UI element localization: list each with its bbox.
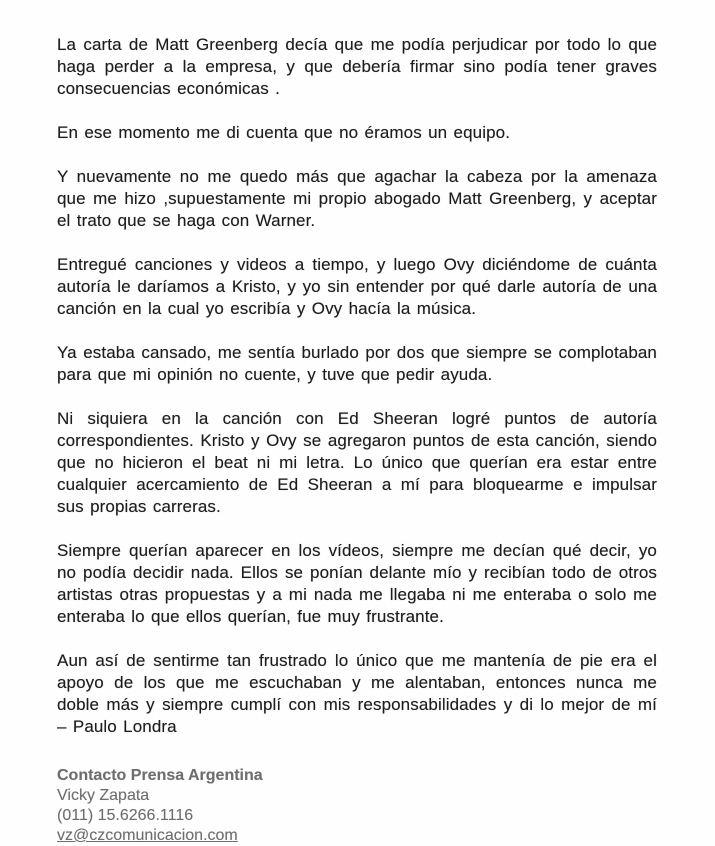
press-contact-block xyxy=(57,766,657,846)
letter-paragraph: La carta de Matt Greenberg decía que me podía perjudicar por todo lo que haga perder a la empresa, y que debería firmar sino podía tener graves consecuencias económicas . xyxy=(57,35,657,98)
letter-paragraph: Aun así de sentirme tan frustrado lo único que me mantenía de pie era el apoyo de los que me escuchaban y me alentaban, entonces nunca me doble más y siempre cumplí con mis responsabilidades y di lo mejor de mí – Paulo Londra xyxy=(57,651,657,736)
press-contact-email-line xyxy=(57,826,657,846)
letter-paragraph: Siempre querían aparecer en los vídeos, siempre me decían qué decir, yo no podía decidir nada. Ellos se ponían delante mío y recibían todo de otros artistas otras propuestas y a mi nada me llegaba ni me enteraba o solo me enteraba lo que ellos querían, fue muy frustrante. xyxy=(57,541,657,626)
press-contact-name: Vicky Zapata xyxy=(57,787,150,804)
letter-paragraph: Ni siquiera en la canción con Ed Sheeran logré puntos de autoría correspondientes. Kristo y Ovy se agregaron puntos de esta canción, siendo que no hicieron el beat ni mi letra. Lo único que querían era estar entre cualquier acercamiento de Ed Sheeran a mí para bloquearme e impulsar sus propias carreras. xyxy=(57,409,657,516)
press-contact-phone: (011) 15.6266.1116 xyxy=(57,807,194,824)
letter-paragraph: Y nuevamente no me quedo más que agachar la cabeza por la amenaza que me hizo ,supuestamente mi propio abogado Matt Greenberg, y aceptar el trato que se haga con Warner. xyxy=(57,167,657,230)
press-contact-heading: Contacto Prensa Argentina xyxy=(57,767,263,784)
letter-paragraph: Entregué canciones y videos a tiempo, y luego Ovy diciéndome de cuánta autoría le daríamos a Kristo, y yo sin entender por qué darle autoría de una canción en la cual yo escribía y Ovy hacía la música. xyxy=(57,255,657,318)
letter-paragraph: Ya estaba cansado, me sentía burlado por dos que siempre se complotaban para que mi opinión no cuente, y tuve que pedir ayuda. xyxy=(57,343,657,384)
letter-body xyxy=(57,34,657,738)
press-contact-email-link[interactable]: vz@czcomunicacion.com xyxy=(57,827,238,844)
letter-paragraph: En ese momento me di cuenta que no éramos un equipo. xyxy=(57,123,511,142)
